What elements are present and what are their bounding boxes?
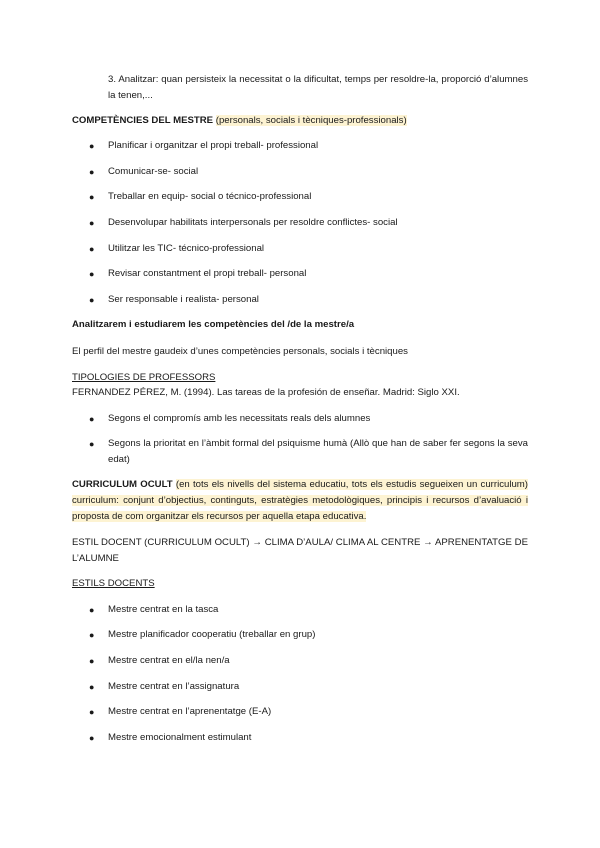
list-item: ● Mestre planificador cooperatiu (treballar en grup) <box>0 627 600 643</box>
bullet-icon: ● <box>89 414 95 424</box>
styles-title: ESTILS DOCENTS <box>72 578 155 589</box>
profile-text: El perfil del mestre gaudeix d’unes competències personals, socials i tècniques <box>72 346 408 357</box>
bullet-icon: ● <box>89 682 95 692</box>
curriculum-definition: (en tots els nivells del sistema educatiu, tots els estudis segueixen un curriculum) curriculum: conjunt d’objectius, continguts, estratègies metodològiques, principis i recursos d’avaluació i proposta de com organitzar els recursos per aquella etapa educativa. <box>72 479 528 522</box>
list-item: ● Mestre centrat en l’aprenentatge (E-A) <box>0 704 600 720</box>
analysis-heading: Analitzarem i estudiarem les competències del /de la mestre/a <box>72 319 355 330</box>
bullet-icon: ● <box>89 141 95 151</box>
list-item: ● Treballar en equip- social o técnico-professional <box>0 189 600 205</box>
bullet-icon: ● <box>89 605 95 615</box>
competencies-title: COMPETÈNCIES DEL MESTRE <box>72 115 214 126</box>
bullet-icon: ● <box>89 295 95 305</box>
bullet-icon: ● <box>89 244 95 254</box>
typologies-reference: FERNANDEZ PÉREZ, M. (1994). Las tareas de la profesión de enseñar. Madrid: Siglo XXI. <box>72 387 460 398</box>
list-item: ● Segons la prioritat en l’àmbit formal del psiquisme humà (Allò que han de saber fer segons la seva edat) <box>89 438 528 465</box>
list-item: ● Ser responsable i realista- personal <box>0 292 600 308</box>
teaching-style-flow: ESTIL DOCENT (CURRICULUM OCULT) → CLIMA D’AULA/ CLIMA AL CENTRE → APRENENTATGE DE L’ALUMNE <box>72 537 528 564</box>
competencies-note: (personals, socials i tècniques-professionals) <box>215 115 407 126</box>
list-item: ● Comunicar-se- social <box>0 164 600 180</box>
list-item: ● Mestre centrat en l’assignatura <box>0 679 600 695</box>
list-item: ● Revisar constantment el propi treball- personal <box>0 266 600 282</box>
list-item: ● Mestre centrat en el/la nen/a <box>0 653 600 669</box>
intro-list-item: 3. Analitzar: quan persisteix la necessitat o la dificultat, temps per resoldre-la, proporció d’alumnes la tenen,... <box>108 74 528 101</box>
list-item: ● Utilitzar les TIC- técnico-professional <box>0 241 600 257</box>
bullet-icon: ● <box>89 192 95 202</box>
list-item: ● Planificar i organitzar el propi treball- professional <box>0 138 600 154</box>
bullet-icon: ● <box>89 733 95 743</box>
competencies-heading <box>72 113 528 129</box>
list-item: ● Mestre emocionalment estimulant <box>0 730 600 746</box>
bullet-icon: ● <box>89 630 95 640</box>
bullet-icon: ● <box>89 656 95 666</box>
bullet-icon: ● <box>89 269 95 279</box>
bullet-icon: ● <box>89 218 95 228</box>
curriculum-term: CURRICULUM OCULT <box>72 479 173 490</box>
bullet-icon: ● <box>89 439 95 449</box>
bullet-icon: ● <box>89 707 95 717</box>
list-item: ● Segons el compromís amb les necessitats reals dels alumnes <box>0 411 600 427</box>
typologies-title: TIPOLOGIES DE PROFESSORS <box>72 372 216 383</box>
list-item: ● Desenvolupar habilitats interpersonals per resoldre conflictes- social <box>0 215 600 231</box>
list-item: ● Mestre centrat en la tasca <box>0 602 600 618</box>
curriculum-paragraph <box>72 477 528 525</box>
bullet-icon: ● <box>89 167 95 177</box>
